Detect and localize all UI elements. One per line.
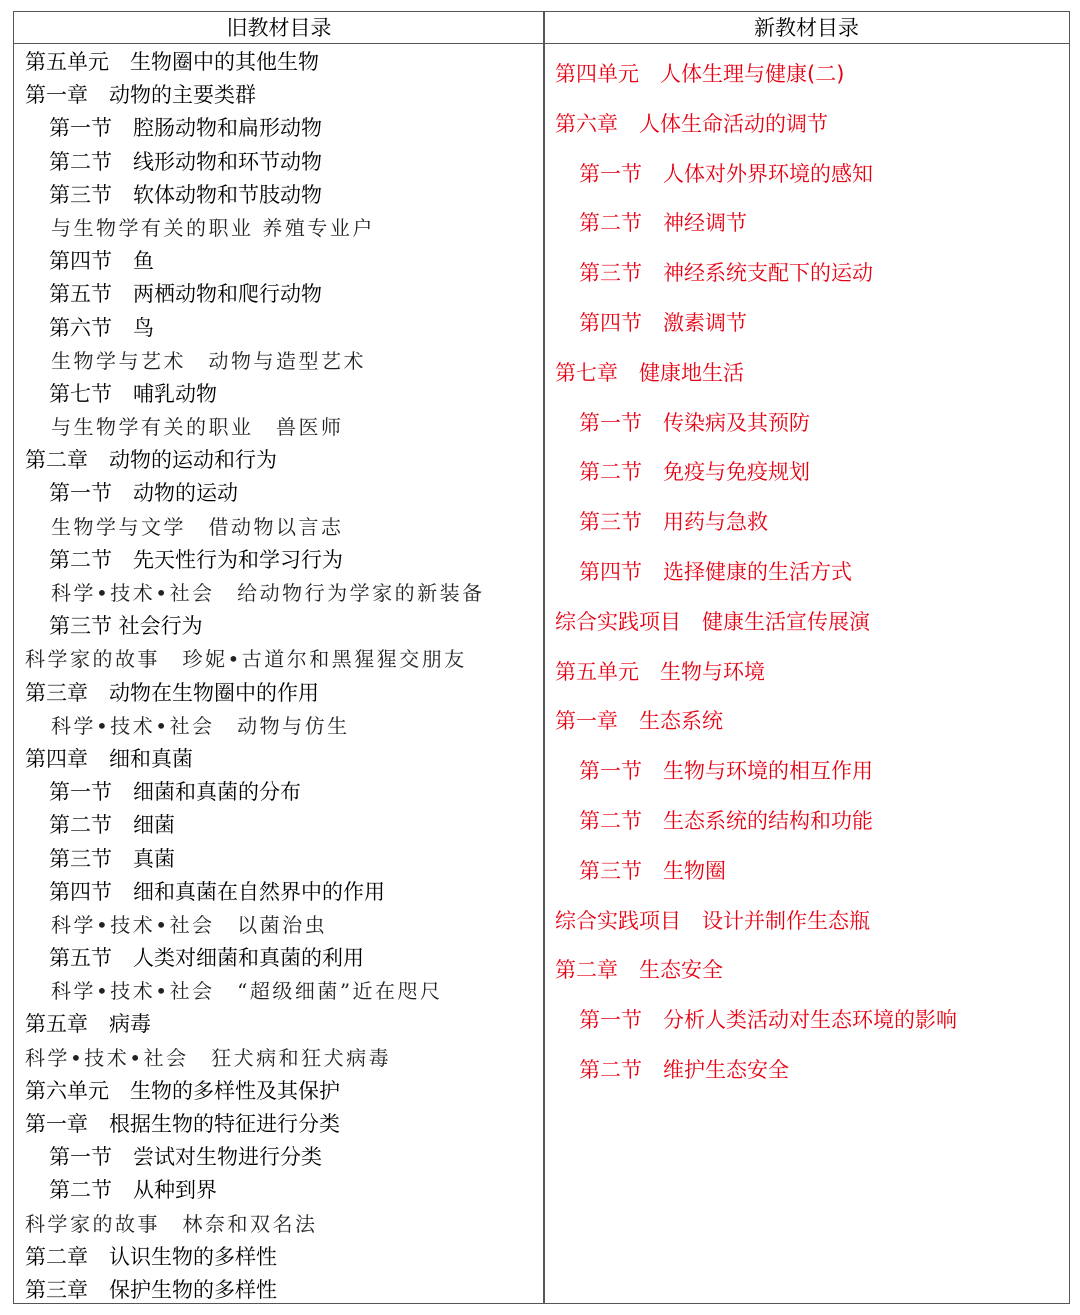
new-toc-column xyxy=(545,44,1069,1096)
old-toc-note: 科学家的故事 林奈和双名法 xyxy=(25,1211,318,1236)
old-toc-section: 第一节 细菌和真菌的分布 xyxy=(49,780,301,805)
old-toc-note: 科学•技术•社会 给动物行为学家的新装备 xyxy=(51,581,485,605)
old-toc-note: 科学•技术•社会 以菌治虫 xyxy=(51,912,328,937)
old-toc-section: 第四节 细和真菌在自然界中的作用 xyxy=(49,879,385,904)
new-toc-section: 第三节 神经系统支配下的运动 xyxy=(579,261,873,286)
new-toc-heading: 综合实践项目 健康生活宣传展演 xyxy=(555,609,870,634)
old-toc-heading: 第一章 根据生物的特征进行分类 xyxy=(25,1112,340,1136)
old-toc-section: 第三节 真菌 xyxy=(49,846,175,871)
old-toc-section: 第七节 哺乳动物 xyxy=(49,381,217,406)
new-toc-heading: 第四单元 人体生理与健康(二) xyxy=(555,62,845,86)
new-toc-section: 第一节 传染病及其预防 xyxy=(579,410,810,435)
old-toc-heading: 第二章 动物的运动和行为 xyxy=(25,448,277,473)
old-toc-section: 第一节 动物的运动 xyxy=(49,481,238,506)
old-toc-section: 第四节 鱼 xyxy=(49,249,154,274)
old-toc-heading: 第四章 细和真菌 xyxy=(25,746,193,771)
old-toc-column xyxy=(14,44,543,1307)
new-toc-section: 第二节 免疫与免疫规划 xyxy=(579,460,810,485)
new-toc-section: 第二节 生态系统的结构和功能 xyxy=(579,808,873,833)
old-toc-note: 科学家的故事 珍妮•古道尔和黑猩猩交朋友 xyxy=(25,647,467,672)
old-toc-section: 第二节 从种到界 xyxy=(49,1178,217,1203)
old-toc-section: 第一节 尝试对生物进行分类 xyxy=(49,1145,322,1170)
old-toc-heading: 第五单元 生物圈中的其他生物 xyxy=(25,50,319,74)
old-toc-section: 第三节 社会行为 xyxy=(49,614,203,639)
old-toc-note: 科学•技术•社会 狂犬病和狂犬病毒 xyxy=(25,1045,392,1070)
old-toc-header: 旧教材目录 xyxy=(14,12,544,44)
new-toc-header: 新教材目录 xyxy=(544,12,1069,44)
old-toc-section: 第三节 软体动物和节肢动物 xyxy=(49,182,322,207)
new-toc-section: 第三节 用药与急救 xyxy=(579,510,768,535)
new-toc-heading: 第一章 生态系统 xyxy=(555,709,723,734)
new-toc-heading: 第七章 健康地生活 xyxy=(555,360,744,385)
old-toc-note: 生物学与艺术 动物与造型艺术 xyxy=(51,348,366,373)
new-toc-section: 第四节 激素调节 xyxy=(579,310,747,335)
old-toc-section: 第二节 细菌 xyxy=(49,813,175,838)
old-toc-note: 科学•技术•社会 动物与仿生 xyxy=(51,713,350,738)
old-toc-note: 科学•技术•社会 “超级细菌”近在咫尺 xyxy=(51,979,443,1004)
old-toc-note: 与生物学有关的职业 养殖专业户 xyxy=(51,215,375,240)
new-toc-heading: 综合实践项目 设计并制作生态瓶 xyxy=(555,908,870,933)
new-toc-section: 第二节 神经调节 xyxy=(579,211,747,236)
new-toc-heading: 第五单元 生物与环境 xyxy=(555,659,765,684)
new-toc-section: 第三节 生物圈 xyxy=(579,858,726,883)
old-toc-heading: 第三章 保护生物的多样性 xyxy=(25,1277,277,1302)
new-toc-section: 第一节 分析人类活动对生态环境的影响 xyxy=(579,1008,957,1033)
old-toc-heading: 第一章 动物的主要类群 xyxy=(25,83,256,108)
old-toc-section: 第六节 鸟 xyxy=(49,315,154,340)
toc-comparison-table xyxy=(13,11,1070,1304)
old-toc-section: 第二节 线形动物和环节动物 xyxy=(49,149,322,174)
old-toc-note: 生物学与文学 借动物以言志 xyxy=(51,514,344,539)
old-toc-section: 第一节 腔肠动物和扁形动物 xyxy=(49,116,322,141)
new-toc-section: 第四节 选择健康的生活方式 xyxy=(579,559,852,584)
new-toc-section: 第一节 生物与环境的相互作用 xyxy=(579,759,873,784)
old-toc-note: 与生物学有关的职业 兽医师 xyxy=(51,415,344,440)
old-toc-heading: 第五章 病毒 xyxy=(25,1012,151,1037)
old-toc-heading: 第二章 认识生物的多样性 xyxy=(25,1244,277,1269)
new-toc-section: 第一节 人体对外界环境的感知 xyxy=(579,161,873,186)
old-toc-heading: 第六单元 生物的多样性及其保护 xyxy=(25,1078,340,1103)
new-toc-heading: 第二章 生态安全 xyxy=(555,958,723,983)
old-toc-heading: 第三章 动物在生物圈中的作用 xyxy=(25,680,319,705)
new-toc-section: 第二节 维护生态安全 xyxy=(579,1057,789,1082)
old-toc-section: 第二节 先天性行为和学习行为 xyxy=(49,547,343,572)
new-toc-heading: 第六章 人体生命活动的调节 xyxy=(555,111,828,136)
old-toc-section: 第五节 人类对细菌和真菌的利用 xyxy=(49,946,364,971)
old-toc-section: 第五节 两栖动物和爬行动物 xyxy=(49,282,322,307)
